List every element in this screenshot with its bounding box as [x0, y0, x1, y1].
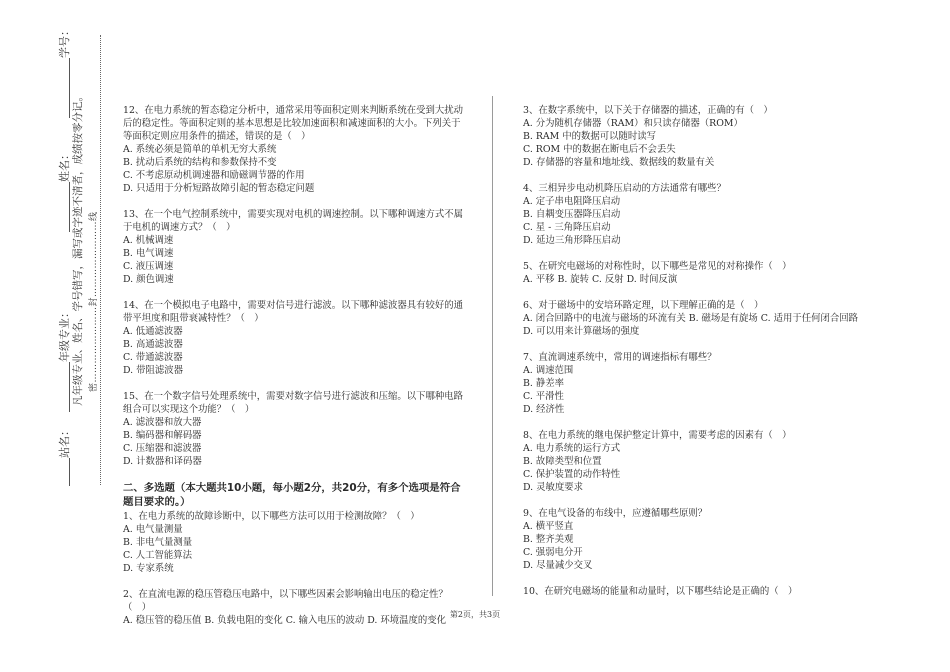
option: C. 带通滤波器	[123, 352, 183, 363]
option: B. 静差率	[523, 378, 564, 389]
option: B. 故障类型和位置	[523, 456, 602, 467]
option: D. 计数器和译码器	[123, 456, 202, 467]
left-column	[123, 104, 468, 640]
name-label: 姓名：	[56, 149, 72, 232]
option: A. 滤波器和放大器	[123, 417, 202, 428]
option: C. 压缩器和滤波器	[123, 443, 202, 454]
option: D. 尽量减少交叉	[523, 560, 593, 571]
option: A. 机械调速	[123, 235, 174, 246]
question-stem: 9、在电气设备的布线中，应遵循哪些原则？	[523, 508, 708, 519]
dotted-cut-line	[100, 35, 101, 485]
column-divider	[492, 96, 493, 596]
right-column	[523, 104, 868, 611]
option: D. 只适用于分析短路故障引起的暂态稳定问题	[123, 183, 315, 194]
question-stem: 14、在一个模拟电子电路中，需要对信号进行滤波。以下哪种滤波器具有较好的通带平坦度和阻带衰减特性？（ ）	[123, 300, 464, 324]
multi-question-5	[523, 260, 868, 286]
question-stem: 13、在一个电气控制系统中，需要实现对电机的调速控制。以下哪种调速方式不属于电机的调速方式？（ ）	[123, 209, 464, 233]
multi-question-1	[123, 510, 468, 575]
option: A. 低通滤波器	[123, 326, 183, 337]
question-stem: 4、三相异步电动机降压启动的方法通常有哪些？	[523, 183, 726, 194]
question-13	[123, 208, 468, 286]
option: A. 横平竖直	[523, 521, 574, 532]
option: D. 经济性	[523, 404, 565, 415]
option: D. 带阻滤波器	[123, 365, 184, 376]
option: B. 编码器和解码器	[123, 430, 202, 441]
question-stem: 5、在研究电磁场的对称性时，以下哪些是常见的对称操作（ ）	[523, 261, 792, 272]
grade-underline	[60, 362, 70, 412]
question-14	[123, 299, 468, 377]
multi-question-10	[523, 585, 868, 598]
option: A. 闭合回路中的电流与磁场的环流有关 B. 磁场是有旋场 C. 适用于任何闭合回路 D. 可以用来计算磁场的强度	[523, 313, 858, 337]
option: A. 分为随机存储器（RAM）和只读存储器（ROM）	[523, 118, 743, 129]
multi-question-9	[523, 507, 868, 572]
question-stem: 1、在电力系统的故障诊断中，以下哪些方法可以用于检测故障？（ ）	[123, 511, 420, 522]
option: C. 平滑性	[523, 391, 564, 402]
option: C. 强弱电分开	[523, 547, 583, 558]
station-label: 站名：	[56, 425, 72, 486]
multi-question-7	[523, 351, 868, 416]
binding-margin	[0, 0, 110, 672]
name-underline	[60, 182, 70, 232]
option: D. 存储器的容量和地址线、数据线的数量有关	[523, 157, 715, 168]
option: B. 整齐美观	[523, 534, 574, 545]
multi-question-6	[523, 299, 868, 338]
option: C. 液压调速	[123, 261, 174, 272]
multi-question-3	[523, 104, 868, 169]
option: C. ROM 中的数据在断电后不会丢失	[523, 144, 676, 155]
option: D. 专家系统	[123, 563, 174, 574]
question-15	[123, 390, 468, 468]
option: A. 平移 B. 旋转 C. 反射 D. 时间反演	[523, 274, 678, 285]
multi-question-4	[523, 182, 868, 247]
question-stem: 3、在数字系统中，以下关于存储器的描述，正确的有（ ）	[523, 105, 773, 116]
page-number: 第2页，共3页	[449, 610, 501, 619]
option: B. 自耦变压器降压启动	[523, 209, 621, 220]
option: C. 人工智能算法	[123, 550, 193, 561]
option: A. 定子串电阻降压启动	[523, 196, 621, 207]
option: B. RAM 中的数据可以随时读写	[523, 131, 657, 142]
multi-question-8	[523, 429, 868, 494]
option: A. 调速范围	[523, 365, 574, 376]
option: A. 电力系统的运行方式	[523, 443, 621, 454]
question-stem: 10、在研究电磁场的能量和动量时，以下哪些结论是正确的（ ）	[523, 586, 798, 597]
option: B. 非电气量测量	[123, 537, 193, 548]
option: A. 稳压管的稳压值 B. 负载电阻的变化 C. 输入电压的波动 D. 环境温度的变化	[123, 615, 446, 626]
station-underline	[60, 458, 70, 486]
question-12	[123, 104, 468, 195]
question-stem: 12、在电力系统的暂态稳定分析中，通常采用等面积定则来判断系统在受到大扰动后的稳定性。等面积定则的基本思想是比较加速面积和减速面积的大小。下列关于等面积定则应用条件的描述，错误的是（ ）	[123, 105, 464, 142]
option: D. 颜色调速	[123, 274, 174, 285]
option: B. 电气调速	[123, 248, 174, 259]
grade-major-label: 年级专业：	[56, 307, 72, 412]
multi-question-2	[123, 588, 468, 627]
question-stem: 7、直流调速系统中，常用的调速指标有哪些？	[523, 352, 717, 363]
binding-instruction: 凡年级专业、姓名、学号错写，漏写或字迹不清者，成绩按零分记。	[72, 91, 84, 406]
option: C. 星 - 三角降压启动	[523, 222, 611, 233]
section-title-multiple-choice: 二、多选题（本大题共10小题，每小题2分，共20分，有多个选项是符合题目要求的。）	[123, 482, 461, 508]
option: A. 电气量测量	[123, 524, 183, 535]
question-stem: 15、在一个数字信号处理系统中，需要对数字信号进行滤波和压缩。以下哪种电路组合可以实现这个功能？（ ）	[123, 391, 464, 415]
option: C. 不考虑原动机调速器和励磁调节器的作用	[123, 170, 305, 181]
question-stem: 8、在电力系统的继电保护整定计算中，需要考虑的因素有（ ）	[523, 430, 792, 441]
option: D. 灵敏度要求	[523, 482, 584, 493]
option: A. 系统必须是简单的单机无穷大系统	[123, 144, 277, 155]
student-id-label: 学号：	[56, 25, 72, 118]
option: D. 延边三角形降压启动	[523, 235, 621, 246]
student-id-underline	[60, 58, 70, 118]
option: B. 高通滤波器	[123, 339, 183, 350]
option: B. 扰动后系统的结构和参数保持不变	[123, 157, 277, 168]
question-stem: 2、在直流电源的稳压管稳压电路中，以下哪些因素会影响输出电压的稳定性？（ ）	[123, 589, 448, 613]
option: C. 保护装置的动作特性	[523, 469, 621, 480]
seal-line-text: 密……………………封……………………线	[89, 211, 99, 392]
question-stem: 6、对于磁场中的安培环路定理，以下理解正确的是（ ）	[523, 300, 764, 311]
